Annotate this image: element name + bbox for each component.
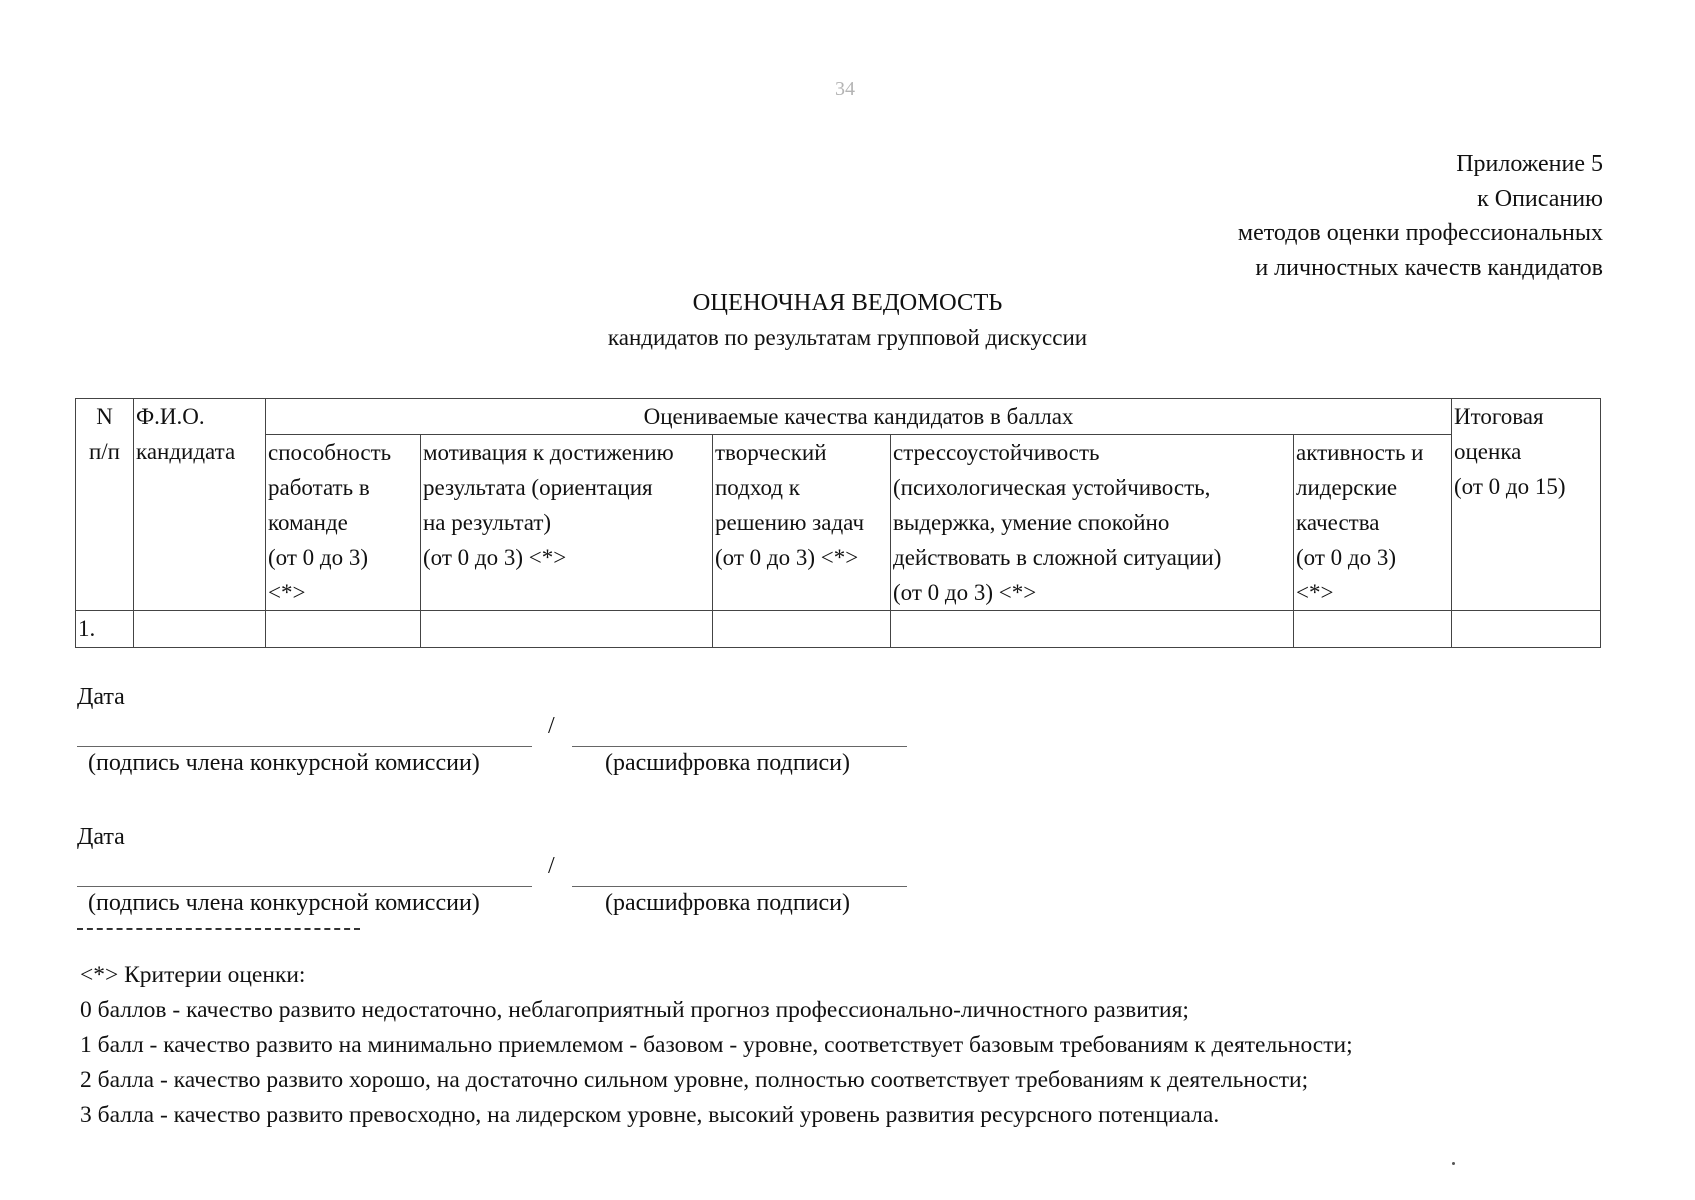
score-cell-stress-resistance[interactable] — [891, 611, 1294, 648]
document-title: ОЦЕНОЧНАЯ ВЕДОМОСТЬ — [692, 289, 1003, 316]
date-label: Дата — [77, 824, 125, 850]
signature-separator: / — [548, 713, 555, 739]
evaluation-table — [75, 398, 1601, 648]
date-label: Дата — [77, 684, 125, 710]
signature-separator: / — [548, 853, 555, 879]
score-cell-creativity[interactable] — [713, 611, 891, 648]
criterion-header-teamwork: способность работать в команде (от 0 до 3) <*> — [266, 435, 421, 611]
column-group-header: Оцениваемые качества кандидатов в баллах — [266, 399, 1452, 435]
signature-decode-line[interactable] — [572, 746, 907, 747]
notes-heading: <*> Критерии оценки: — [80, 962, 306, 988]
appendix-line: методов оценки профессиональных — [1237, 220, 1603, 246]
signature-line[interactable] — [77, 886, 532, 887]
total-score-cell[interactable] — [1452, 611, 1601, 648]
page-number: 34 — [835, 78, 855, 100]
scan-speck — [1452, 1162, 1455, 1165]
column-header-number: N п/п — [76, 399, 134, 611]
note-item: 3 балла - качество развито превосходно, на лидерском уровне, высокий уровень развития ресурсного потенциала. — [80, 1102, 1220, 1128]
row-number-cell: 1. — [76, 611, 134, 648]
column-header-total: Итоговая оценка (от 0 до 15) — [1452, 399, 1601, 611]
signature-caption: (подпись члена конкурсной комиссии) — [88, 890, 480, 916]
table-row — [76, 611, 1601, 648]
criteria-notes — [80, 958, 1640, 1133]
note-item: 2 балла - качество развито хорошо, на достаточно сильном уровне, полностью соответствует требованиям к деятельности; — [80, 1067, 1309, 1093]
criterion-header-leadership: активность и лидерские качества (от 0 до 3) <*> — [1294, 435, 1452, 611]
signature-line[interactable] — [77, 746, 532, 747]
signature-decode-caption: (расшифровка подписи) — [605, 890, 850, 916]
candidate-name-cell[interactable] — [134, 611, 266, 648]
column-header-name: Ф.И.О. кандидата — [134, 399, 266, 611]
appendix-line: и личностных качеств кандидатов — [1255, 254, 1603, 281]
score-cell-motivation[interactable] — [421, 611, 713, 648]
signature-decode-caption: (расшифровка подписи) — [605, 750, 850, 776]
signature-caption: (подпись члена конкурсной комиссии) — [88, 750, 480, 776]
score-cell-teamwork[interactable] — [266, 611, 421, 648]
note-item: 1 балл - качество развито на минимально приемлемом - базовом - уровне, соответствует базовым требованиям к деятельности; — [80, 1032, 1353, 1058]
appendix-block — [903, 147, 1603, 285]
document-subtitle: кандидатов по результатам групповой дискуссии — [607, 325, 1088, 350]
criterion-header-creativity: творческий подход к решению задач (от 0 до 3) <*> — [713, 435, 891, 611]
signature-decode-line[interactable] — [572, 886, 907, 887]
score-cell-leadership[interactable] — [1294, 611, 1452, 648]
appendix-line: к Описанию — [1477, 185, 1603, 212]
criterion-header-motivation: мотивация к достижению результата (ориентация на результат) (от 0 до 3) <*> — [421, 435, 713, 611]
appendix-line: Приложение 5 — [1456, 151, 1603, 177]
criterion-header-stress-resistance: стрессоустойчивость (психологическая устойчивость, выдержка, умение спокойно действовать в сложной ситуации) (от 0 до 3) <*> — [891, 435, 1294, 611]
footnote-separator — [77, 928, 360, 930]
note-item: 0 баллов - качество развито недостаточно, неблагоприятный прогноз профессионально-личностного развития; — [80, 997, 1189, 1023]
